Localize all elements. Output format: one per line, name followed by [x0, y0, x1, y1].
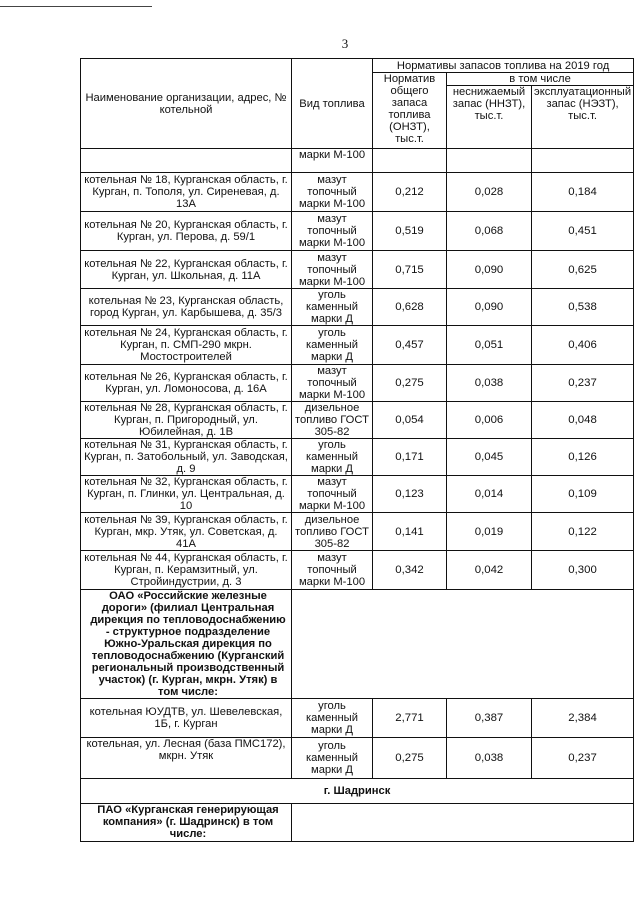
row-fuel: дизельное топливо ГОСТ 305-82: [292, 402, 373, 439]
org-row-rzd: [81, 590, 634, 699]
header-fuel: Вид топлива: [292, 59, 373, 149]
row-nnzt: 0,006: [447, 402, 532, 439]
org-row-kgk: [81, 804, 634, 842]
row-nnzt: 0,387: [447, 699, 532, 738]
row-name: котельная № 39, Курганская область, г. Курган, мкр. Утяк, ул. Советская, д. 41А: [81, 513, 292, 551]
table-row: [81, 365, 634, 402]
row-nezt: 0,451: [532, 212, 634, 251]
continuation-fuel: марки М-100: [292, 149, 373, 173]
row-onzt: 0,054: [373, 402, 447, 439]
row-name: котельная № 20, Курганская область, г. Курган, ул. Перова, д. 59/1: [81, 212, 292, 251]
table-row: [81, 212, 634, 251]
row-name: котельная № 26, Курганская область, г. Курган, ул. Ломоносова, д. 16А: [81, 365, 292, 402]
org-kgk-name: ПАО «Курганская генерирующая компания» (г. Шадринск) в том числе:: [81, 804, 292, 842]
header-onzt: Норматив общего запаса топлива (ОНЗТ), тыс.т.: [373, 73, 447, 149]
row-onzt: 0,123: [373, 476, 447, 513]
table-row: [81, 289, 634, 326]
table-row: [81, 551, 634, 590]
row-nezt: 0,109: [532, 476, 634, 513]
continuation-row: [81, 149, 634, 173]
row-name: котельная № 24, Курганская область, г. Курган, п. СМП-290 мкрн. Мостостроителей: [81, 326, 292, 365]
row-name: котельная № 23, Курганская область, город Курган, ул. Карбышева, д. 35/3: [81, 289, 292, 326]
header-nnzt: неснижаемый запас (ННЗТ), тыс.т.: [447, 86, 532, 149]
row-fuel: уголь каменный марки Д: [292, 326, 373, 365]
page-number: 3: [341, 36, 349, 51]
row-onzt: 0,275: [373, 365, 447, 402]
row-onzt: 0,519: [373, 212, 447, 251]
city-section-row: [81, 779, 634, 804]
row-onzt: 2,771: [373, 699, 447, 738]
row-nezt: 0,184: [532, 173, 634, 212]
row-onzt: 0,275: [373, 738, 447, 779]
row-nezt: 0,126: [532, 439, 634, 476]
table-row: [81, 738, 634, 779]
row-name: котельная № 18, Курганская область, г. Курган, п. Тополя, ул. Сиреневая, д. 13А: [81, 173, 292, 212]
row-nnzt: 0,038: [447, 738, 532, 779]
row-onzt: 0,628: [373, 289, 447, 326]
header-row-1: [81, 59, 634, 73]
row-name: котельная № 44, Курганская область, г. Курган, п. Керамзитный, ул. Стройиндустрии, д. 3: [81, 551, 292, 590]
table-row: [81, 476, 634, 513]
row-name: котельная № 31, Курганская область, г. Курган, п. Затобольный, ул. Заводская, д. 9: [81, 439, 292, 476]
table-row: [81, 326, 634, 365]
row-onzt: 0,212: [373, 173, 447, 212]
row-fuel: уголь каменный марки Д: [292, 439, 373, 476]
row-fuel: уголь каменный марки Д: [292, 738, 373, 779]
row-nezt: 2,384: [532, 699, 634, 738]
row-nnzt: 0,028: [447, 173, 532, 212]
org-rzd-name: ОАО «Российские железные дороги» (филиал Центральная дирекция по тепловодоснабжению - структурное подразделение Южно-Уральская дирекция по тепловодоснабжению (Курганский региональный производственный участок) (г. Курган, мкрн. Утяк) в том числе:: [81, 590, 292, 699]
row-name: котельная № 32, Курганская область, г. Курган, п. Глинки, ул. Центральная, д. 10: [81, 476, 292, 513]
row-fuel: уголь каменный марки Д: [292, 289, 373, 326]
row-nezt: 0,122: [532, 513, 634, 551]
table-row: [81, 251, 634, 289]
row-onzt: 0,342: [373, 551, 447, 590]
row-fuel: мазут топочный марки М-100: [292, 551, 373, 590]
row-nnzt: 0,042: [447, 551, 532, 590]
row-fuel: мазут топочный марки М-100: [292, 365, 373, 402]
row-nezt: 0,048: [532, 402, 634, 439]
row-onzt: 0,141: [373, 513, 447, 551]
top-rule: [0, 6, 152, 7]
row-name: котельная № 22, Курганская область, г. Курган, ул. Школьная, д. 11А: [81, 251, 292, 289]
row-nezt: 0,625: [532, 251, 634, 289]
row-name: котельная, ул. Лесная (база ПМС172), мкрн. Утяк: [81, 738, 292, 779]
row-nezt: 0,237: [532, 365, 634, 402]
row-onzt: 0,715: [373, 251, 447, 289]
header-norms: Нормативы запасов топлива на 2019 год: [373, 59, 634, 73]
row-nnzt: 0,051: [447, 326, 532, 365]
header-name: Наименование организации, адрес, № котельной: [81, 59, 292, 149]
row-nnzt: 0,045: [447, 439, 532, 476]
row-nezt: 0,538: [532, 289, 634, 326]
table-row: [81, 699, 634, 738]
header-included: в том числе: [447, 73, 634, 86]
row-nnzt: 0,038: [447, 365, 532, 402]
row-fuel: мазут топочный марки М-100: [292, 212, 373, 251]
table-row: [81, 439, 634, 476]
row-fuel: мазут топочный марки М-100: [292, 251, 373, 289]
row-nezt: 0,300: [532, 551, 634, 590]
row-nnzt: 0,090: [447, 289, 532, 326]
row-onzt: 0,457: [373, 326, 447, 365]
row-nezt: 0,406: [532, 326, 634, 365]
row-fuel: мазут топочный марки М-100: [292, 173, 373, 212]
row-name: котельная № 28, Курганская область, г. Курган, п. Пригородный, ул. Юбилейная, д. 1В: [81, 402, 292, 439]
table-row: [81, 173, 634, 212]
row-onzt: 0,171: [373, 439, 447, 476]
row-name: котельная ЮУДТВ, ул. Шевелевская, 1Б, г. Курган: [81, 699, 292, 738]
header-nezt: эксплуатационный запас (НЭЗТ), тыс.т.: [532, 86, 634, 149]
row-nnzt: 0,014: [447, 476, 532, 513]
city-section-title: г. Шадринск: [81, 779, 634, 804]
row-nnzt: 0,019: [447, 513, 532, 551]
table-row: [81, 513, 634, 551]
row-nnzt: 0,068: [447, 212, 532, 251]
row-fuel: уголь каменный марки Д: [292, 699, 373, 738]
table-row: [81, 402, 634, 439]
row-nnzt: 0,090: [447, 251, 532, 289]
fuel-reserve-table: [80, 58, 634, 842]
row-fuel: дизельное топливо ГОСТ 305-82: [292, 513, 373, 551]
row-nezt: 0,237: [532, 738, 634, 779]
row-fuel: мазут топочный марки М-100: [292, 476, 373, 513]
